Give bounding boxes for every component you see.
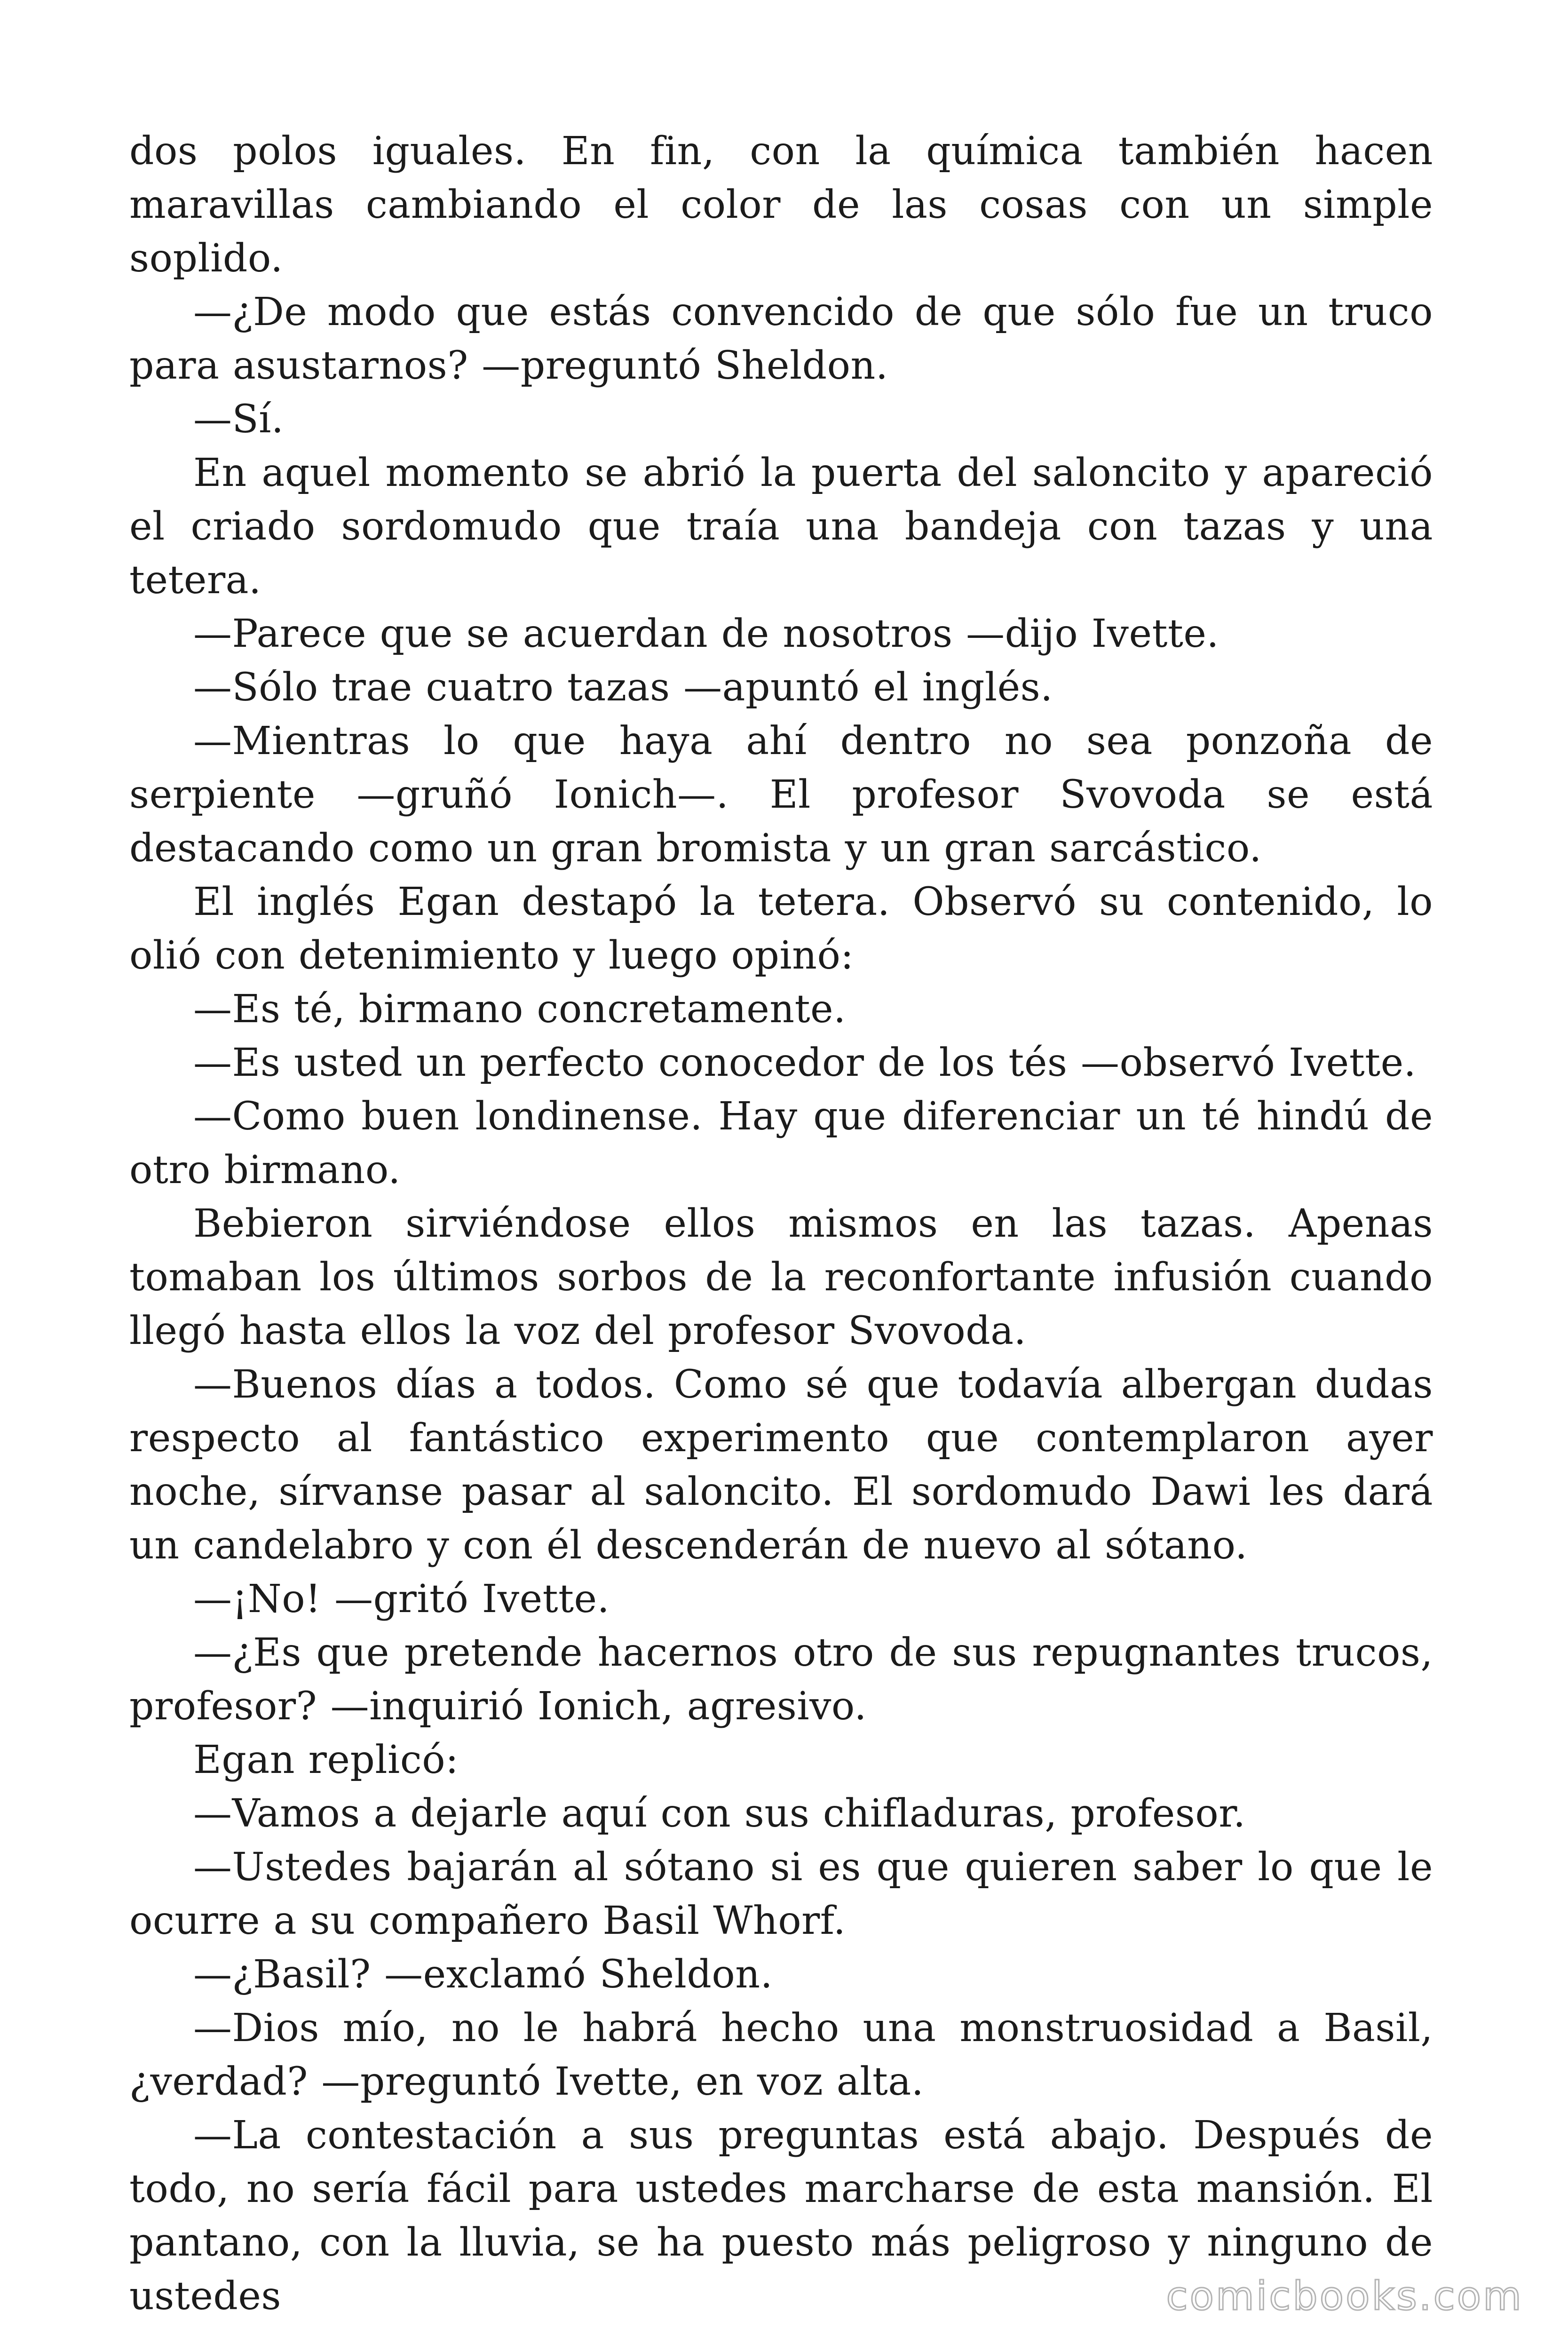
paragraph: —Dios mío, no le habrá hecho una monstruosidad a Basil, ¿verdad? —preguntó Ivette, en voz alta.: [129, 2006, 1433, 2104]
paragraph: —¿Es que pretende hacernos otro de sus repugnantes trucos, profesor? —inquirió Ionich, agresivo.: [129, 1630, 1433, 1729]
paragraph: —La contestación a sus preguntas está abajo. Después de todo, no sería fácil para ustedes marcharse de esta mansión. El pantano, con la lluvia, se ha puesto más peligroso y ninguno de ustedes: [129, 2113, 1433, 2319]
paragraph: —¡No! —gritó Ivette.: [193, 1577, 610, 1621]
paragraph: —¿Basil? —exclamó Sheldon.: [193, 1952, 773, 1997]
paragraph: Bebieron sirviéndose ellos mismos en las tazas. Apenas tomaban los últimos sorbos de la reconfortante infusión cuando llegó hasta ellos la voz del profesor Svovoda.: [129, 1201, 1433, 1353]
paragraph: —Ustedes bajarán al sótano si es que quieren saber lo que le ocurre a su compañero Basil Whorf.: [129, 1845, 1433, 1943]
paragraph: —Vamos a dejarle aquí con sus chifladuras, profesor.: [193, 1791, 1246, 1836]
paragraph: —Parece que se acuerdan de nosotros —dijo Ivette.: [193, 612, 1219, 656]
paragraph: —¿De modo que estás convencido de que sólo fue un truco para asustarnos? —preguntó Sheldon.: [129, 290, 1433, 388]
paragraph: —Es usted un perfecto conocedor de los tés —observó Ivette.: [193, 1041, 1417, 1085]
paragraph: —Es té, birmano concretamente.: [193, 987, 846, 1032]
watermark: comicbooks.com: [1166, 2273, 1523, 2319]
paragraph: —Mientras lo que haya ahí dentro no sea ponzoña de serpiente —gruñó Ionich—. El profesor Svovoda se está destacando como un gran bromista y un gran sarcástico.: [129, 719, 1433, 871]
paragraph: —Buenos días a todos. Como sé que todavía albergan dudas respecto al fantástico experimento que contemplaron ayer noche, sírvanse pasar al saloncito. El sordomudo Dawi les dará un candelabro y con él descenderán de nuevo al sótano.: [129, 1362, 1433, 1568]
paragraph: —Como buen londinense. Hay que diferenciar un té hindú de otro birmano.: [129, 1094, 1433, 1192]
paragraph: —Sí.: [193, 397, 284, 442]
paragraph: En aquel momento se abrió la puerta del saloncito y apareció el criado sordomudo que traía una bandeja con tazas y una tetera.: [129, 451, 1433, 603]
paragraph: El inglés Egan destapó la tetera. Observó su contenido, lo olió con detenimiento y luego opinó:: [129, 880, 1433, 978]
paragraph: dos polos iguales. En fin, con la química también hacen maravillas cambiando el color de las cosas con un simple soplido.: [129, 129, 1433, 281]
paragraph: Egan replicó:: [193, 1738, 459, 1782]
paragraph: —Sólo trae cuatro tazas —apuntó el inglés.: [193, 665, 1053, 710]
